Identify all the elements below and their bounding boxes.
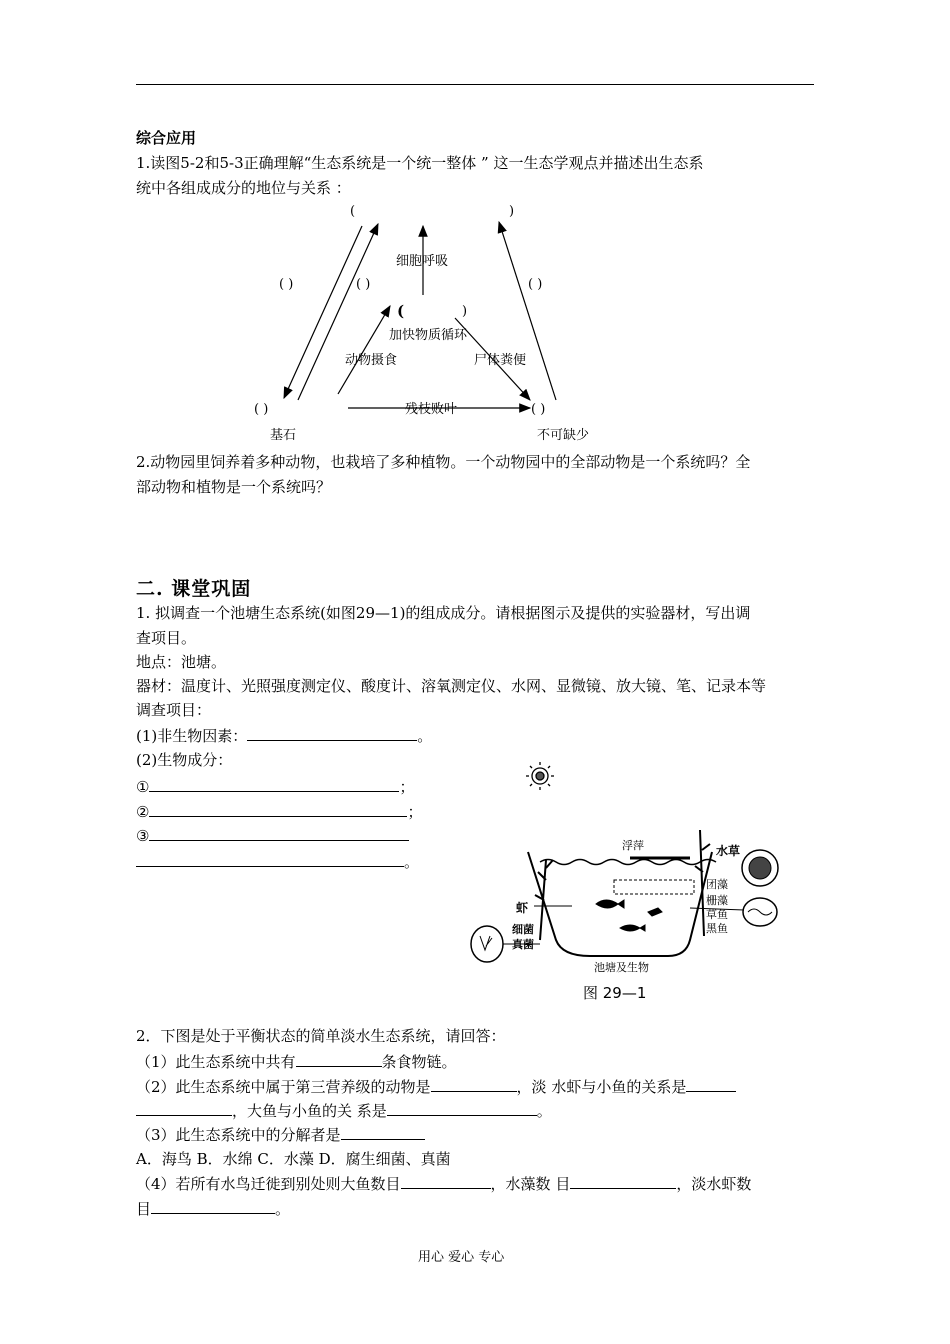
figure-caption: 图 29—1 (583, 984, 647, 1002)
shrimp-count-blank[interactable] (151, 1198, 275, 1214)
label-foundation: 基石 (270, 428, 297, 443)
pond-label-shrimp: 虾 (516, 901, 529, 915)
fish-1 (596, 900, 624, 908)
label-litter: 残枝败叶 (405, 402, 458, 417)
sub-question-4-line-2 (136, 1198, 290, 1219)
pond-question-line-1: 1. 拟调查一个池塘生态系统(如图29—1)的组成成分。请根据图示及提供的实验器材，写出调 (136, 604, 751, 622)
question-2-line-1: 2.动物园里饲养着多种动物，也栽培了多种植物。一个动物园中的全部动物是一个系统吗？全 (136, 453, 751, 471)
label-speed-cycle: 加快物质循环 (389, 328, 468, 343)
semicolon-1: ； (399, 778, 415, 796)
abiotic-label: (1)非生物因素： (136, 727, 248, 745)
blank-bottom-right: ( ) (531, 402, 546, 417)
shrimp-fish-relation-blank-b[interactable] (136, 1100, 232, 1116)
shrimp-fish-relation-blank-a[interactable] (686, 1076, 736, 1092)
plant-left-stem (535, 860, 553, 940)
sub-question-2-shrimp-text: ，淡 水虾与小鱼的关系是 (516, 1078, 687, 1096)
biotic-marker-1: ① (136, 778, 150, 796)
pond-label-waterweed: 水草 (716, 844, 741, 858)
pond-label-bacteria: 细菌 (512, 923, 534, 936)
fish-relation-blank[interactable] (387, 1100, 537, 1116)
question-1-line-1: 1.读图5-2和5-3正确理解“生态系统是一个统一整体 ” 这一生态学观点并描述出生态系 (136, 154, 704, 172)
fish-2 (620, 925, 645, 931)
fish-3 (648, 908, 662, 916)
label-carcass-feces: 尸体粪便 (474, 353, 527, 368)
label-indispensable: 不可缺少 (537, 428, 590, 443)
sub-question-4-shrimp-text: ，淡水虾数 (676, 1175, 752, 1193)
blank-right: ( ) (528, 277, 543, 292)
blank-left-a: ( ) (279, 277, 294, 292)
page-footer: 用心 爱心 专心 (418, 1250, 505, 1265)
label-animal-feeding: 动物摄食 (345, 353, 398, 368)
blank-bottom-left: ( ) (254, 402, 269, 417)
sub-question-2-text: （2）此生态系统中属于第三营养级的动物是 (136, 1078, 431, 1096)
pond-label-round-algae: 团藻 (706, 878, 728, 891)
sun-icon (526, 762, 554, 790)
question-freshwater-intro: 2．下图是处于平衡状态的简单淡水生态系统，请回答： (136, 1027, 506, 1045)
sub-question-4-text: （4）若所有水鸟迁徙到别处则大鱼数目 (136, 1175, 401, 1193)
pond-label-duckweed: 浮萍 (622, 839, 644, 852)
abiotic-end: 。 (417, 727, 433, 745)
sub-question-1-text: （1）此生态系统中共有 (136, 1053, 296, 1071)
big-fish-count-blank[interactable] (401, 1173, 491, 1189)
algae-count-blank[interactable] (570, 1173, 676, 1189)
pond-label-black-carp: 黑鱼 (706, 922, 728, 935)
question-1-line-2: 统中各组成成分的地位与关系 ： (136, 179, 351, 197)
sub-question-1 (136, 1051, 457, 1072)
blank-top-close: ) (509, 204, 515, 219)
third-level-animal-blank[interactable] (431, 1076, 517, 1092)
sub-question-2-end: 。 (536, 1102, 552, 1120)
pond-label-grass-carp: 草鱼 (706, 908, 728, 921)
semicolon-2: ； (407, 803, 423, 821)
water-surface (540, 860, 716, 865)
pond-label-pond-life: 池塘及生物 (594, 961, 649, 974)
section-title-comprehensive: 综合应用 (136, 129, 197, 147)
food-chain-count-blank[interactable] (296, 1051, 382, 1067)
algae-box (614, 880, 694, 894)
sub-question-2-line-1 (136, 1076, 736, 1097)
sub-question-2-fish-text: ，大鱼与小鱼的关 系是 (232, 1102, 387, 1120)
sub-question-3-options: A．海鸟 B．水绵 C．水藻 D．腐生细菌、真菌 (136, 1150, 451, 1168)
blank-top-open: ( (350, 204, 356, 219)
sub-question-3-text: （3）此生态系统中的分解者是 (136, 1126, 341, 1144)
decomposer-blank[interactable] (341, 1124, 425, 1140)
sub-question-2-line-2 (136, 1100, 552, 1121)
sub-question-3 (136, 1124, 425, 1145)
period-end: 。 (404, 853, 420, 871)
section-title-consolidation: 二. 课堂巩固 (136, 578, 252, 600)
sub-question-4-end: 。 (275, 1200, 291, 1218)
blank-left-b: ( ) (356, 277, 371, 292)
sub-question-4-cont: 目 (136, 1200, 152, 1218)
sub-question-4-line-1 (136, 1173, 751, 1194)
sub-question-4-algae-text: ，水藻数 目 (490, 1175, 571, 1193)
pond-label-spirogyra: 栅藻 (706, 894, 728, 907)
blank-center-open: ( (397, 302, 405, 320)
label-cell-respiration: 细胞呼吸 (396, 254, 449, 269)
pond-question-line-2: 查项目。 (136, 629, 197, 647)
sub-question-1-end: 条食物链。 (381, 1053, 457, 1071)
pond-label-fungi: 真菌 (512, 938, 534, 951)
biotic-label: (2)生物成分： (136, 751, 233, 769)
survey-items-label: 调查项目： (136, 701, 212, 719)
equipment-text: 器材：温度计、光照强度测定仪、酸度计、溶氧测定仪、水网、显微镜、放大镜、笔、记录本等 (136, 677, 767, 695)
blank-center-close: ) (462, 304, 468, 319)
biotic-marker-2: ② (136, 803, 150, 821)
location-text: 地点：池塘。 (136, 653, 227, 671)
question-2-line-2: 部动物和植物是一个系统吗？ (136, 478, 332, 496)
biotic-marker-3: ③ (136, 827, 150, 845)
